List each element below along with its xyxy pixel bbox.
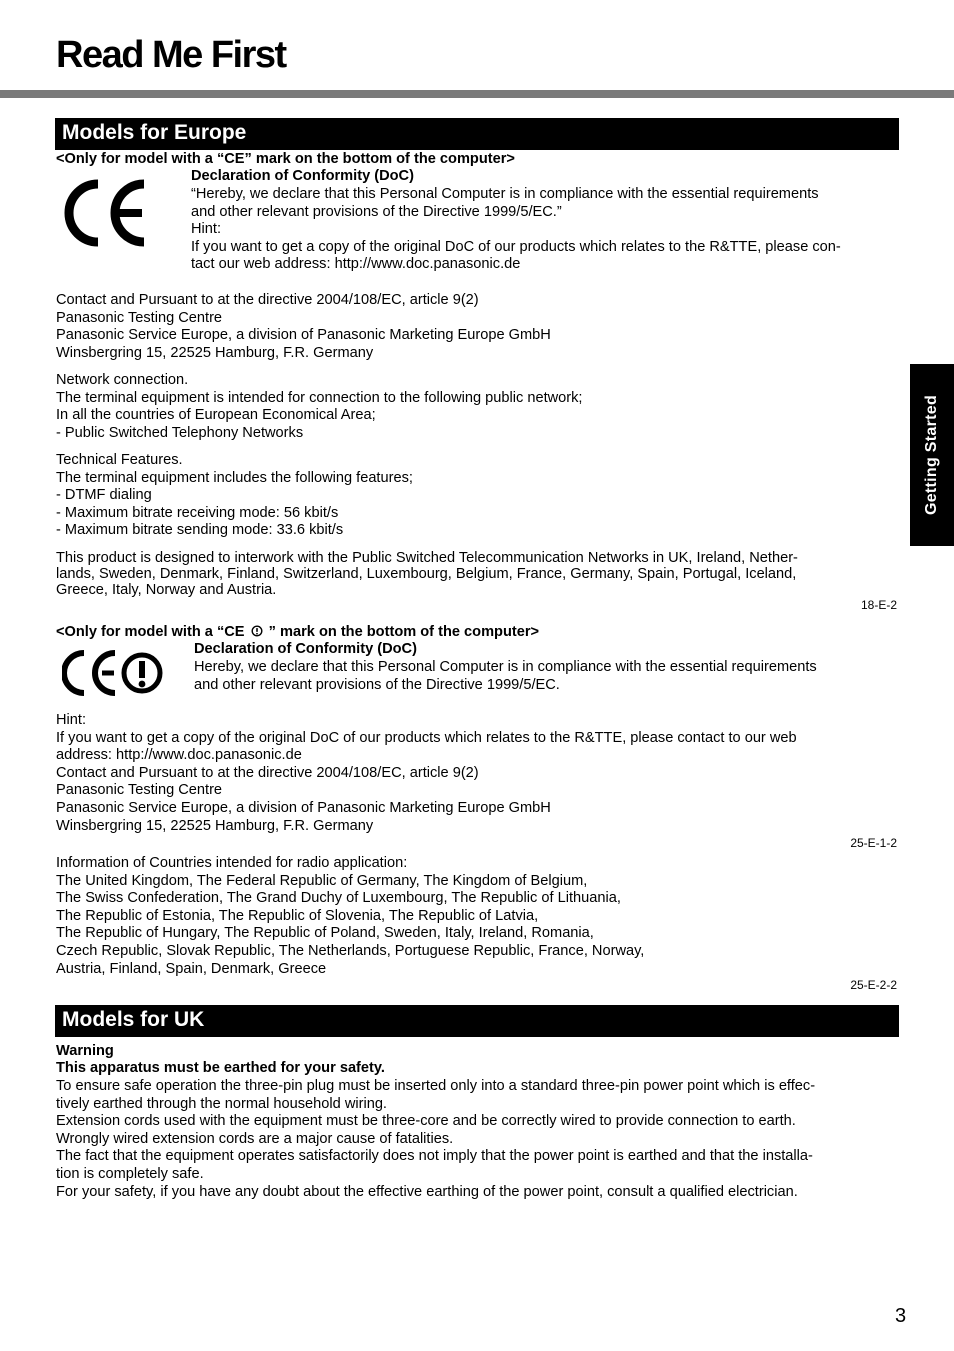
page-title: Read Me First [56,34,286,76]
uk-body: To ensure safe operation the three-pin plug must be inserted only into a standard three-pin power point which is effec- tively earthed through the normal household wiring. Extension cords used with the equipment must be three-core and be correctly wired to provide connection to earth. Wrongly wired extension cords are a major cause of fatalities. The fact that the equipment operates satisfactorily does not imply that the power point is earthed and that the installa- tion is completely safe. For your safety, if you have any doubt about the effective earthing of the power point, consult a qualified electrician. [56,1078,816,1200]
ce-alert-hint: Hint: If you want to get a copy of the original DoC of our products which relates to the R&TTE, please contact to our web address: http://www.doc.panasonic.de Contact and Pursuant to at the directive 2004/108/EC, article 9(2) Panasonic Testing Centre Panasonic Service Europe, a division of Panasonic Marketing Europe GmbH Winsbergring 15, 22525 Hamburg, F.R. Germany [56,712,797,834]
ce-alert-countries: Information of Countries intended for radio application: The United Kingdom, The Federal Republic of Germany, The Kingdom of Belgium, The Swiss Confederation, The Grand Duchy of Luxembourg, The Republic of Lithuania, The Republic of Estonia, The Republic of Slovenia, The Republic of Latvia, The Republic of Hungary, The Republic of Poland, Sweden, Italy, Ireland, Romania, Czech Republic, Slovak Republic, The Netherlands, Portuguese Republic, France, Norway, Austria, Finland, Spain, Denmark, Greece [56,855,645,977]
ce-alert-mark-icon [62,650,164,696]
ce-doc-title: Declaration of Conformity (DoC) [191,168,414,184]
ce-contact: Contact and Pursuant to at the directive 2004/108/EC, article 9(2) Panasonic Testing Centre Panasonic Service Europe, a division of Panasonic Marketing Europe GmbH Winsbergring 15, 22525 Hamburg, F.R. Germany [56,292,551,361]
section-heading-europe: Models for Europe [55,118,899,150]
ref-code: 18-E-2 [860,598,897,612]
ce-doc-text: “Hereby, we declare that this Personal Computer is in compliance with the essential requirements and other relevant provisions of the Directive 1999/5/EC.” Hint: If you want to get a copy of the original DoC of our products which relates to the R&TTE, please con- tact our web address: http://www.doc.panasonic.de [191,186,841,273]
title-rule [0,90,954,98]
uk-warning: Warning [56,1043,114,1059]
uk-subheading: This apparatus must be earthed for your safety. [56,1060,385,1076]
ce-alert-doc-title: Declaration of Conformity (DoC) [194,641,417,657]
ce-alert-intro: <Only for model with a “CE ” mark on the bottom of the computer> [56,624,540,640]
page-number: 3 [895,1305,907,1327]
ce-mark-icon [62,178,148,248]
ce-technical: Technical Features. The terminal equipment includes the following features; - DTMF dialing - Maximum bitrate receiving mode: 56 kbit/s - Maximum bitrate sending mode: 33.6 kbit/s [56,452,413,539]
side-tab-label: Getting Started [923,394,940,516]
alert-circle-icon [250,625,264,637]
section-heading-uk: Models for UK [55,1005,899,1037]
ce-network: Network connection. The terminal equipment is intended for connection to the following public network; In all the countries of European Economical Area; - Public Switched Telephony Networks [56,372,583,441]
ce-alert-doc-text: Hereby, we declare that this Personal Computer is in compliance with the essential requirements and other relevant provisions of the Directive 1999/5/EC. [194,659,817,693]
ref-code: 25-E-2-2 [850,978,897,992]
side-tab [910,364,954,546]
ce-intro: <Only for model with a “CE” mark on the bottom of the computer> [56,151,515,167]
ref-code: 25-E-1-2 [850,836,897,850]
ce-interwork: This product is designed to interwork with the Public Switched Telecommunication Networks in UK, Ireland, Nether- lands, Sweden, Denmark, Finland, Switzerland, Luxembourg, Belgium, France, Germany, Spain, Portugal, Iceland, Greece, Italy, Norway and Austria. [56,550,798,598]
